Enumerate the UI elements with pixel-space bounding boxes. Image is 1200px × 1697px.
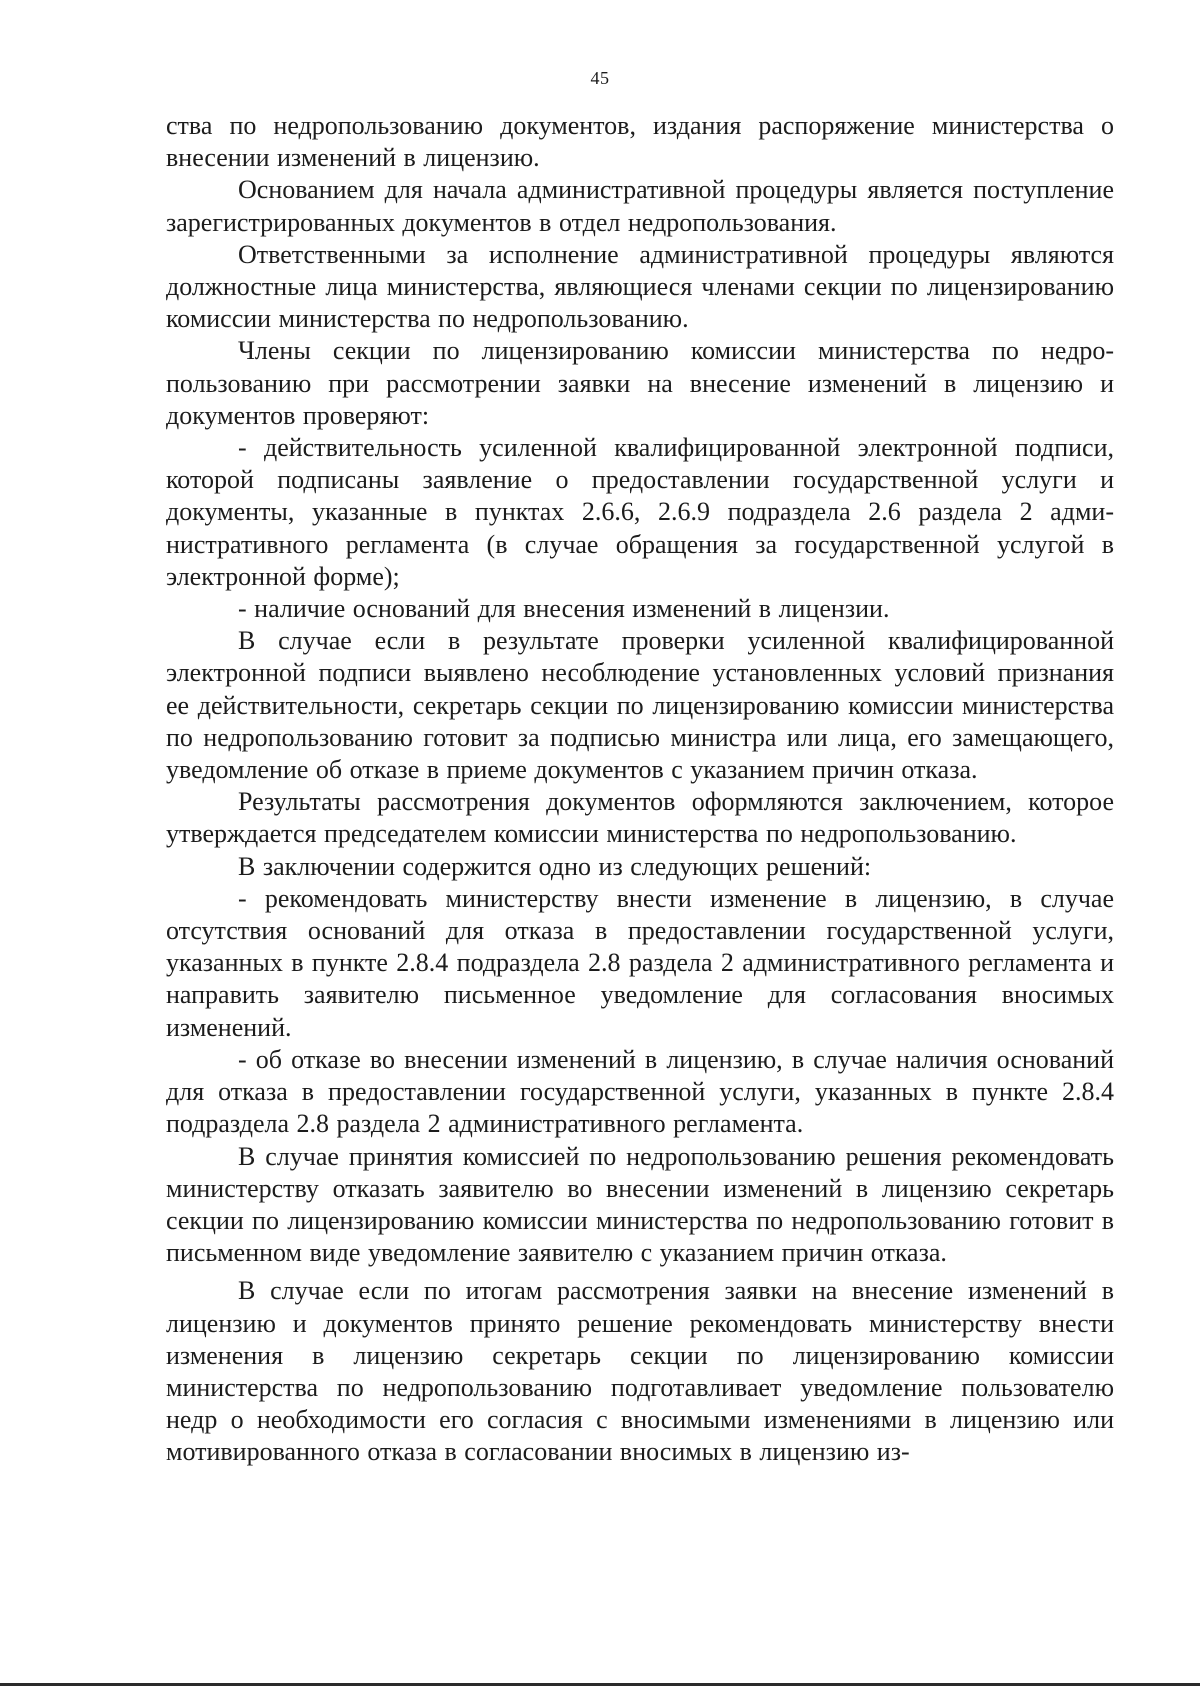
paragraph-4: Члены секции по лицензированию комиссии министерства по недропользованию при рассмотрении заявки на внесение изменений в лицензию и документов проверяют: — [166, 336, 1114, 430]
document-body — [166, 110, 1114, 1469]
paragraph-8: В случае принятия комиссией по недропользованию решения рекомендовать министерству отказать заявителю во внесении изменений в лицензию секретарь секции по лицензированию комиссии министерства по недропользованию готовит в письменном виде уведомление заявителю с указанием причин отказа. — [166, 1141, 1114, 1268]
page-bottom-rule — [0, 1683, 1200, 1686]
paragraph-3: Ответственными за исполнение административной процедуры являются должностные лица министерства, являющиеся членами секции по лицензированию комиссии министерства по недропользованию. — [166, 239, 1114, 334]
paragraph-7: В заключении содержится одно из следующих решений: — [238, 851, 872, 881]
page-number: 45 — [590, 68, 610, 88]
paragraph-1: ства по недропользованию документов, издания распоряжение министерства о внесении изменений в лицензию. — [166, 111, 1114, 173]
list-item-signature-check: - действительность усиленной квалифицированной электронной подписи, которой подписаны заявление о предоставлении государственной услуги и документы, указанные в пунктах 2.6.6, 2.6.9 подраздела 2.6 раздела 2 административного регламента (в случае обращения за государственной услугой в электронной форме); — [166, 433, 1114, 591]
list-item-grounds-check: - наличие оснований для внесения изменений в лицензии. — [238, 594, 890, 624]
paragraph-2: Основанием для начала административной процедуры является поступление зарегистрированных документов в отдел недропользования. — [166, 175, 1114, 237]
paragraph-6: Результаты рассмотрения документов оформляются заключением, которое утверждается председателем комиссии министерства по недропользованию. — [166, 787, 1114, 849]
paragraph-5: В случае если в результате проверки усиленной квалифицированной электронной подписи выявлено несоблюдение установленных условий признания ее действительности, секретарь секции по лицензированию комиссии министерства по недропользованию готовит за подписью министра или лица, его замещающего, уведомление об отказе в приеме документов с указанием причин отказа. — [166, 626, 1114, 785]
paragraph-9: В случае если по итогам рассмотрения заявки на внесение изменений в лицензию и документов принято решение рекомендовать министерству внести изменения в лицензию секретарь секции по лицензированию комиссии министерства по недропользованию подготавливает уведомление пользователю недр о необходимости его согласия с вносимыми изменениями в лицензию или мотивированного отказа в согласовании вносимых в лицензию из- — [166, 1276, 1114, 1467]
list-item-refusal: - об отказе во внесении изменений в лицензию, в случае наличия оснований для отказа в предоставлении государственной услуги, указанных в пункте 2.8.4 подраздела 2.8 раздела 2 административного регламента. — [166, 1044, 1114, 1139]
list-item-recommend-change: - рекомендовать министерству внести изменение в лицензию, в случае отсутствия оснований для отказа в предоставлении государственной услуги, указанных в пункте 2.8.4 подраздела 2.8 раздела 2 административного регламента и направить заявителю письменное уведомление для согласования вносимых изменений. — [166, 883, 1114, 1042]
